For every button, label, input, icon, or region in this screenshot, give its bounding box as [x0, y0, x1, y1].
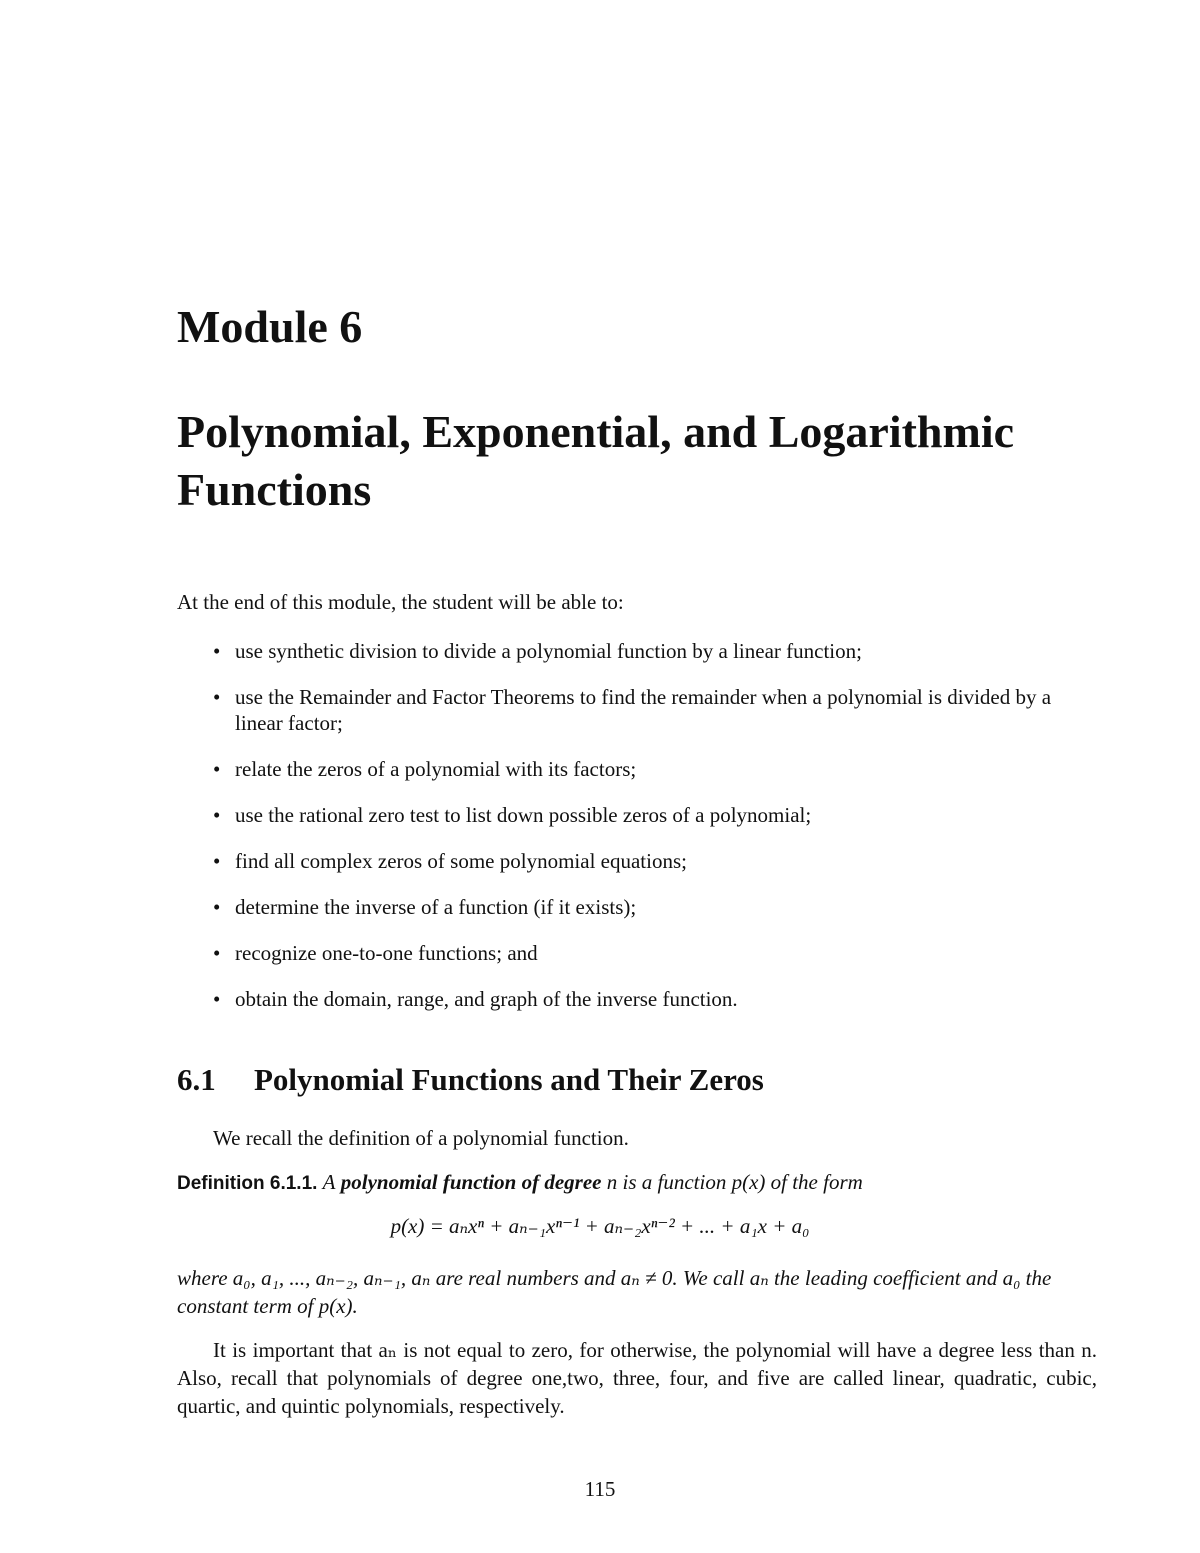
list-item: • obtain the domain, range, and graph of the inverse function.	[213, 987, 738, 1011]
definition-where: where a₀, a₁, ..., aₙ₋₂, aₙ₋₁, aₙ are real numbers and aₙ ≠ 0. We call aₙ the leading coefficient and a₀ the constant term of p(x).	[177, 1266, 1052, 1318]
list-item: • relate the zeros of a polynomial with its factors;	[213, 757, 637, 781]
bullet-icon: •	[213, 849, 221, 873]
bullet-icon: •	[213, 941, 221, 965]
polynomial-formula: p(x) = aₙxⁿ + aₙ₋₁xⁿ⁻¹ + aₙ₋₂xⁿ⁻² + ... + a₁x + a₀	[390, 1214, 810, 1238]
module-label: Module 6	[177, 301, 363, 352]
body-paragraph: It is important that aₙ is not equal to zero, for otherwise, the polynomial will have a degree less than n. Also, recall that polynomials of degree one,two, three, four, and five are called linear, quadratic, cubic, quartic, and quintic polynomials, respectively.	[177, 1338, 1097, 1418]
section-heading	[177, 1062, 764, 1098]
bullet-icon: •	[213, 987, 221, 1011]
list-item: • recognize one-to-one functions; and	[213, 941, 538, 965]
page-number: 115	[584, 1477, 616, 1501]
bullet-icon: •	[213, 685, 221, 709]
list-item: • use synthetic division to divide a polynomial function by a linear function;	[213, 639, 862, 663]
bullet-icon: •	[213, 639, 221, 663]
bullet-icon: •	[213, 895, 221, 919]
list-item: • use the Remainder and Factor Theorems to find the remainder when a polynomial is divided by a linear factor;	[213, 685, 1052, 735]
bullet-icon: •	[213, 757, 221, 781]
chapter-title: Polynomial, Exponential, and Logarithmic Functions	[177, 406, 1015, 515]
list-item: • find all complex zeros of some polynomial equations;	[213, 849, 687, 873]
list-item: • use the rational zero test to list down possible zeros of a polynomial;	[213, 803, 812, 827]
definition-text: n is a function p(x) of the form	[606, 1170, 863, 1194]
definition-term: polynomial function of degree	[340, 1170, 602, 1194]
definition-lead: A	[322, 1170, 336, 1194]
bullet-icon: •	[213, 803, 221, 827]
objectives-intro: At the end of this module, the student will be able to:	[177, 590, 624, 614]
section-number: 6.1	[177, 1062, 216, 1097]
recall-paragraph: We recall the definition of a polynomial function.	[213, 1126, 629, 1150]
section-title: Polynomial Functions and Their Zeros	[254, 1062, 764, 1097]
objectives-list	[213, 638, 1103, 1032]
definition-label: Definition 6.1.1.	[177, 1173, 318, 1194]
definition-block	[177, 1168, 1097, 1198]
list-item: • determine the inverse of a function (if it exists);	[213, 895, 637, 919]
